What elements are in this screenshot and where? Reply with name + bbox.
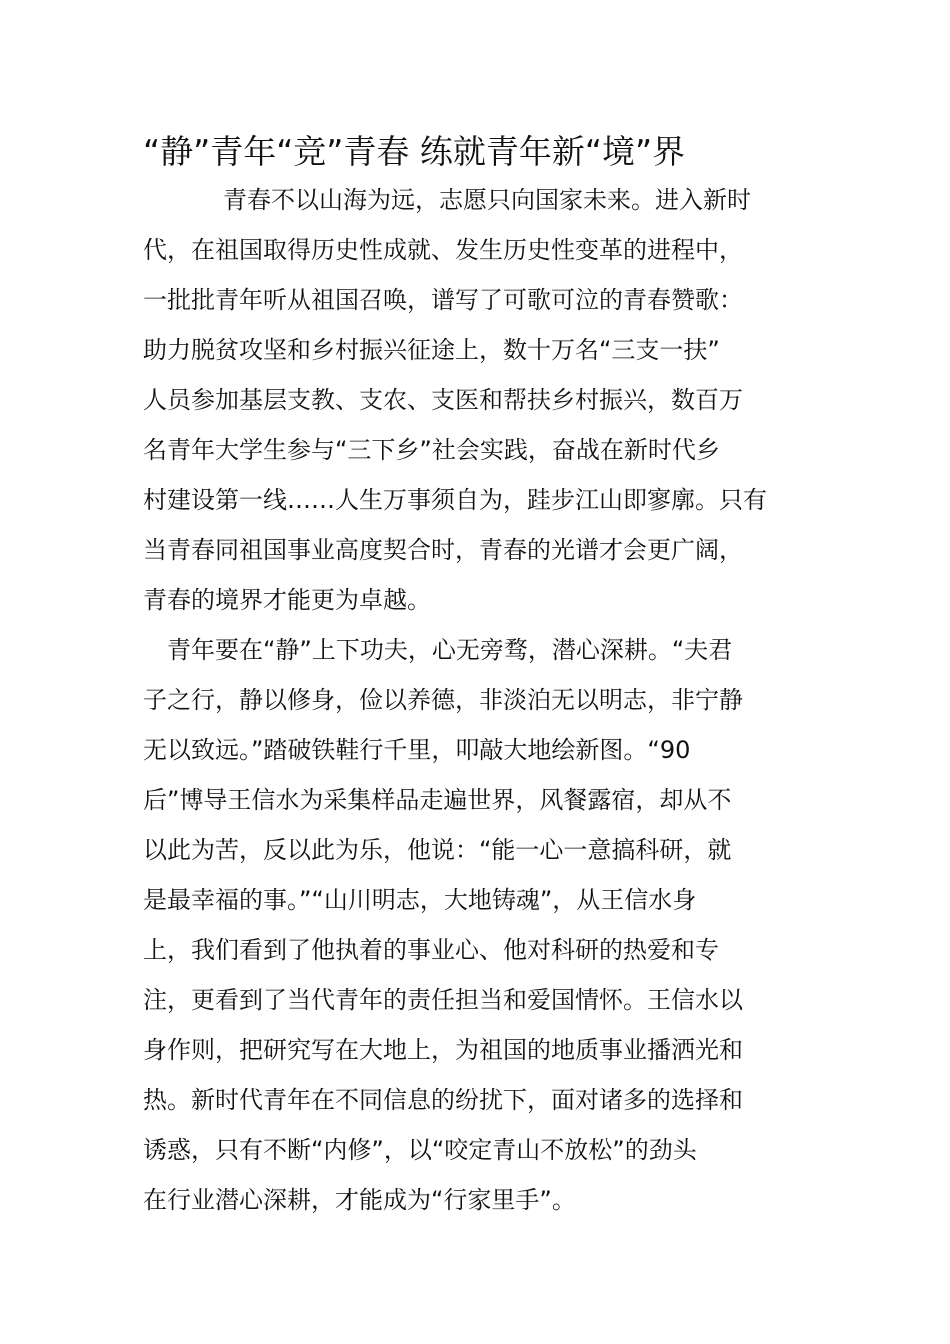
paragraph-2-line: 是最幸福的事。”“山川明志，大地铸魂”，从王信水身	[143, 886, 697, 914]
paragraph-1-line: 代，在祖国取得历史性成就、发生历史性变革的进程中，	[143, 236, 743, 264]
paragraph-2-line: 诱惑，只有不断“内修”，以“咬定青山不放松”的劲头	[143, 1136, 697, 1164]
paragraph-2-line: 注，更看到了当代青年的责任担当和爱国情怀。王信水以	[143, 986, 743, 1014]
paragraph-2-line: 上，我们看到了他执着的事业心、他对科研的热爱和专	[143, 936, 719, 964]
paragraph-2-line: 青年要在“静”上下功夫，心无旁骛，潜心深耕。“夫君	[167, 636, 733, 664]
paragraph-1-line: 一批批青年听从祖国召唤，谱写了可歌可泣的青春赞歌：	[143, 286, 743, 314]
paragraph-1-line: 村建设第一线……人生万事须自为，跬步江山即寥廓。只有	[143, 486, 767, 514]
paragraph-1-line: 青春不以山海为远，志愿只向国家未来。进入新时	[223, 186, 751, 214]
paragraph-1-line: 名青年大学生参与“三下乡”社会实践，奋战在新时代乡	[143, 436, 720, 464]
paragraph-2-line: 身作则，把研究写在大地上，为祖国的地质事业播洒光和	[143, 1036, 743, 1064]
paragraph-2-line: 热。新时代青年在不同信息的纷扰下，面对诸多的选择和	[143, 1086, 743, 1114]
paragraph-2-line: 后”博导王信水为采集样品走遍世界，风餐露宿，却从不	[143, 786, 732, 814]
paragraph-1-line: 青春的境界才能更为卓越。	[143, 586, 431, 614]
paragraph-2-line: 无以致远。”踏破铁鞋行千里，叩敲大地绘新图。“90	[143, 736, 691, 764]
paragraph-1-line: 助力脱贫攻坚和乡村振兴征途上，数十万名“三支一扶”	[143, 336, 720, 364]
paragraph-1-line: 人员参加基层支教、支农、支医和帮扶乡村振兴，数百万	[143, 386, 743, 414]
paragraph-2-line: 子之行，静以修身，俭以养德，非淡泊无以明志，非宁静	[143, 686, 743, 714]
paragraph-2-line: 以此为苦，反以此为乐，他说：“能一心一意搞科研，就	[143, 836, 732, 864]
document-title: “静”青年“竞”青春 练就青年新“境”界	[143, 132, 686, 171]
paragraph-2-line: 在行业潜心深耕，才能成为“行家里手”。	[143, 1186, 576, 1214]
paragraph-1-line: 当青春同祖国事业高度契合时，青春的光谱才会更广阔，	[143, 536, 743, 564]
